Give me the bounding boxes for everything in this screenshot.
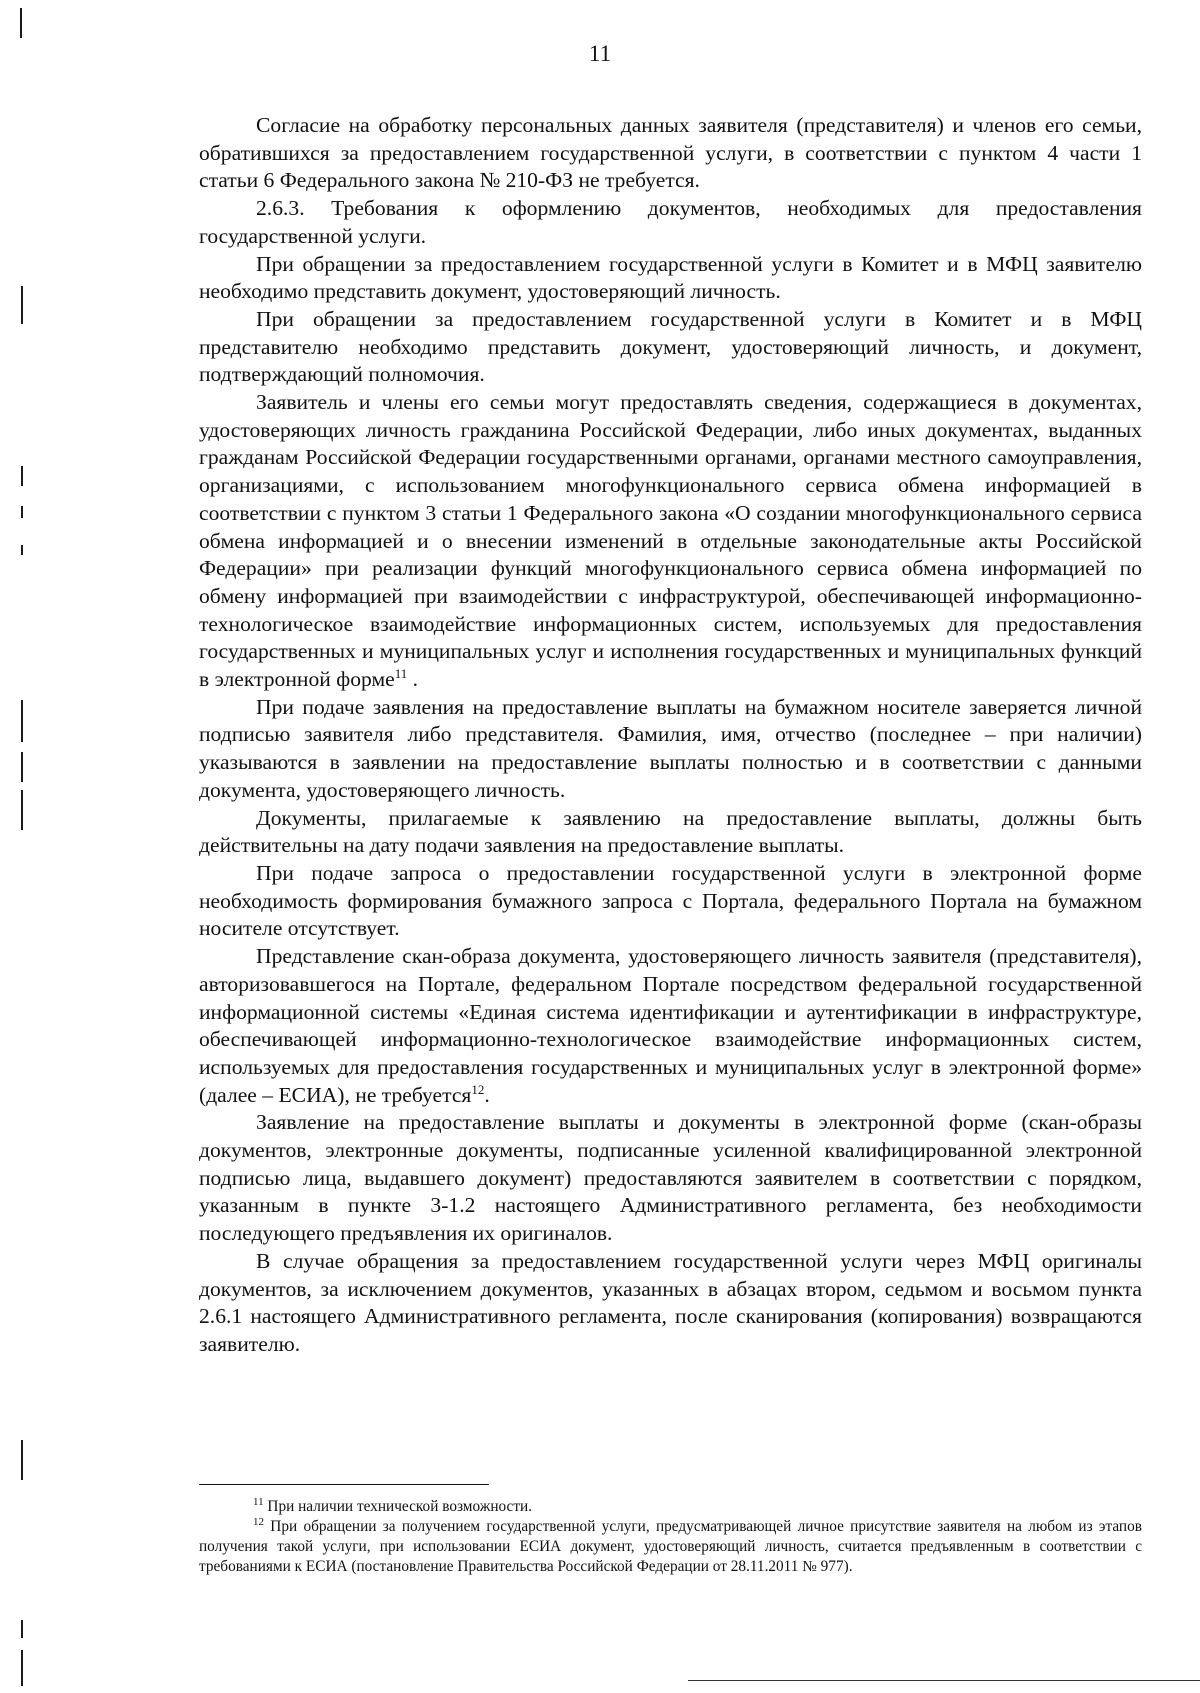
page-number: 11 [588, 41, 612, 66]
paragraph: Заявление на предоставление выплаты и документы в электронной форме (скан-образы документов, электронные документы, подписанные усиленной квалифицированной электронной подписью лица, выдавшего документ) предоставляются заявителем в соответствии с порядком, указанным в пункте 3-1.2 настоящего Административного регламента, без необходимости последующего предъявления их оригиналов. [199, 1110, 1142, 1246]
scan-edge-mark [21, 545, 23, 555]
paragraph-text: Заявитель и члены его семьи могут предоставлять сведения, содержащиеся в документах, удостоверяющих личность гражданина Российской Федерации, либо иных документах, выданных гражданам Российской Федерации государственными органами, органами местного самоуправления, организациями, с использованием многофункционального сервиса обмена информацией в соответствии с пунктом 3 статьи 1 Федерального закона «О создании многофункционального сервиса обмена информацией и о внесении изменений в отдельные законодательные акты Российской Федерации» при реализации функций многофункционального сервиса обмена информацией по обмену информацией при взаимодействии с инфраструктурой, обеспечивающей информационно-технологическое взаимодействие информационных систем, используемых для предоставления государственных и муниципальных услуг и исполнения государственных и муниципальных функций в электронной форме [199, 390, 1142, 692]
paragraph: При подаче запроса о предоставлении государственной услуги в электронной форме необходимость формирования бумажного запроса с Портала, федерального Портала на бумажном носителе отсутствует. [199, 860, 1142, 941]
scan-edge-mark [21, 286, 23, 324]
footnote-text: При обращении за получением государственной услуги, предусматривающей личное присутствие заявителя на любом из этапов получения такой услуги, при использовании ЕСИА документ, удостоверяющий личность, считается предъявленным в соответствии с требованиями к ЕСИА (постановление Правительства Российской Федерации от 28.11.2011 № 977). [199, 1518, 1142, 1575]
paragraph [199, 943, 1142, 1109]
document-body [199, 112, 1142, 1359]
bottom-edge-line [688, 1680, 1200, 1681]
scan-edge-mark [21, 752, 23, 782]
paragraph: 2.6.3. Требования к оформлению документов, необходимых для предоставления государственной услуги. [199, 196, 1142, 248]
scan-edge-mark [20, 8, 22, 38]
footnote-ref: 12 [471, 1081, 485, 1097]
paragraph: При обращении за предоставлением государственной услуги в Комитет и в МФЦ заявителю необходимо представить документ, удостоверяющий личность. [199, 251, 1142, 304]
footnote [199, 1497, 1142, 1517]
paragraph: При подаче заявления на предоставление выплаты на бумажном носителе заверяется личной подписью заявителя либо представителя. Фамилия, имя, отчество (последнее – при наличии) указываются в заявлении на предоставление выплаты полностью и в соответствии с данными документа, удостоверяющего личность. [199, 694, 1142, 802]
scan-edge-mark [21, 1650, 23, 1686]
footnote-separator [199, 1484, 489, 1485]
footnote-ref: 11 [394, 666, 408, 682]
paragraph: Документы, прилагаемые к заявлению на предоставление выплаты, должны быть действительны на дату подачи заявления на предоставление выплаты. [199, 805, 1142, 858]
paragraph [199, 389, 1142, 694]
paragraph: При обращении за предоставлением государственной услуги в Комитет и в МФЦ представителю необходимо представить документ, удостоверяющий личность, и документ, подтверждающий полномочия. [199, 306, 1142, 387]
footnote [199, 1517, 1142, 1577]
paragraph: В случае обращения за предоставлением государственной услуги через МФЦ оригиналы документов, за исключением документов, указанных в абзацах втором, седьмом и восьмом пункта 2.6.1 настоящего Административного регламента, после сканирования (копирования) возвращаются заявителю. [199, 1248, 1142, 1356]
scan-edge-mark [21, 1620, 23, 1638]
footnotes [199, 1497, 1142, 1577]
scan-edge-mark [21, 700, 23, 742]
footnote-number: 11 [253, 1496, 264, 1508]
scan-edge-mark [21, 790, 23, 830]
paragraph-text: Представление скан-образа документа, удостоверяющего личность заявителя (представителя), авторизовавшегося на Портале, федеральном Портале посредством федеральной государственной информационной системы «Единая система идентификации и аутентификации в инфраструктуре, обеспечивающей информационно-технологическое взаимодействие информационных систем, используемых для предоставления государственных и муниципальных услуг в электронной форме» (далее – ЕСИА), не требуется [199, 944, 1142, 1107]
paragraph-tail: . [407, 667, 419, 692]
footnote-text: При наличии технической возможности. [263, 1498, 533, 1515]
scan-edge-mark [21, 506, 23, 518]
paragraph: Согласие на обработку персональных данных заявителя (представителя) и членов его семьи, обратившихся за предоставлением государственной услуги, в соответствии с пунктом 4 части 1 статьи 6 Федерального закона № 210-ФЗ не требуется. [199, 113, 1142, 193]
paragraph-tail: . [484, 1082, 490, 1107]
scan-edge-mark [21, 1440, 23, 1480]
footnote-number: 12 [253, 1516, 264, 1528]
scan-edge-mark [21, 466, 23, 486]
